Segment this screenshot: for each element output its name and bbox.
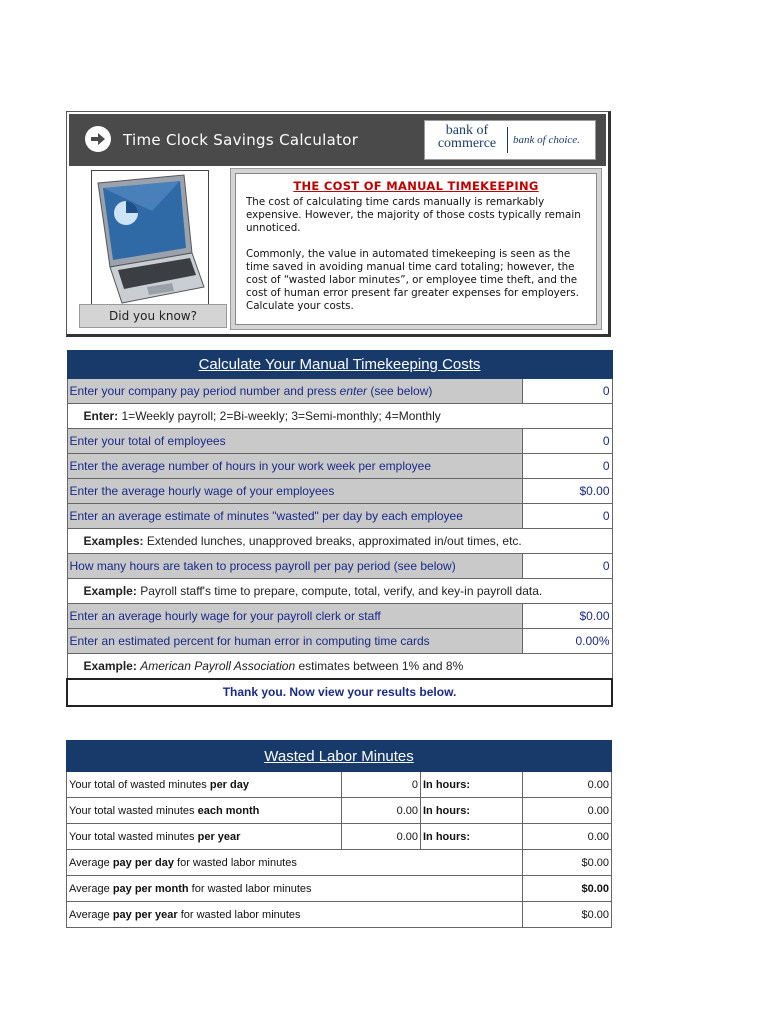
input-row-pay-period [67,379,612,404]
hourly-wage-input[interactable]: $0.00 [522,479,612,504]
input-row-employees [67,429,612,454]
input-row-payroll-hours [67,554,612,579]
app-title: Time Clock Savings Calculator [123,131,359,149]
input-row-hours [67,454,612,479]
did-you-know-label: Did you know? [79,304,227,328]
bank-logo [424,120,596,160]
info-paragraph-2: Commonly, the value in automated timekeeping is seen as the time saved in avoiding manual time card totaling; however, the cost of “wasted labor minutes”, or employee time theft, and the cost of human error present far greater expenses for employers. Calculate your costs. [246,248,579,312]
thanks-message: Thank you. Now view your results below. [67,679,612,706]
question-label: Enter an average hourly wage for your payroll clerk or staff [67,604,522,629]
wasted-title: Wasted Labor Minutes [67,741,612,772]
input-row-clerk-wage [67,604,612,629]
minutes-per-day-value: 0 [342,772,421,798]
info-panel [230,168,602,330]
calculator-table [66,350,613,707]
result-label: Your total wasted minutes each month [67,798,342,824]
hours-per-month-value: 0.00 [523,798,612,824]
question-label: Enter the average number of hours in your work week per employee [67,454,522,479]
header-bar [69,114,606,166]
note-row: Example: Payroll staff's time to prepare, compute, total, verify, and key-in payroll data. [67,579,612,604]
question-label: Enter your total of employees [67,429,522,454]
calculator-title: Calculate Your Manual Timekeeping Costs [67,351,612,379]
input-row-error-percent [67,629,612,654]
input-row-wage [67,479,612,504]
note-row: Enter: 1=Weekly payroll; 2=Bi-weekly; 3=Semi-monthly; 4=Monthly [67,404,612,429]
wasted-labor-table [66,740,612,928]
minutes-per-month-value: 0.00 [342,798,421,824]
bank-tagline: bank of choice. [513,134,580,146]
wasted-row-year [67,824,612,850]
calculator-header [66,111,611,337]
question-label: Enter your company pay period number and press enter (see below) [67,379,522,404]
hours-per-year-value: 0.00 [523,824,612,850]
logo-divider [507,127,508,153]
info-heading: THE COST OF MANUAL TIMEKEEPING [293,179,539,193]
pay-row-day [67,850,612,876]
pay-period-input[interactable]: 0 [522,379,612,404]
question-label: Enter the average hourly wage of your employees [67,479,522,504]
pay-per-day-value: $0.00 [523,850,612,876]
minutes-per-year-value: 0.00 [342,824,421,850]
clerk-wage-input[interactable]: $0.00 [522,604,612,629]
in-hours-label: In hours: [421,824,523,850]
info-paragraph-1: The cost of calculating time cards manually is remarkably expensive. However, the majority of those costs typically remain unnoticed. [246,196,581,234]
payroll-hours-input[interactable]: 0 [522,554,612,579]
laptop-image [91,170,209,310]
question-label: Enter an estimated percent for human error in computing time cards [67,629,522,654]
pay-per-month-value: $0.00 [523,876,612,902]
question-label: Enter an average estimate of minutes "wasted" per day by each employee [67,504,522,529]
note-row: Example: American Payroll Association estimates between 1% and 8% [67,654,612,679]
result-label: Your total of wasted minutes per day [67,772,342,798]
question-label: How many hours are taken to process payroll per pay period (see below) [67,554,522,579]
in-hours-label: In hours: [421,798,523,824]
bank-name-line2: commerce [437,136,497,151]
pay-per-year-value: $0.00 [523,902,612,928]
pay-row-year [67,902,612,928]
wasted-row-day [67,772,612,798]
result-label: Average pay per month for wasted labor minutes [67,876,523,902]
error-percent-input[interactable]: 0.00% [522,629,612,654]
thanks-row [67,679,612,706]
wasted-row-month [67,798,612,824]
in-hours-label: In hours: [421,772,523,798]
employees-input[interactable]: 0 [522,429,612,454]
hours-input[interactable]: 0 [522,454,612,479]
hours-per-day-value: 0.00 [523,772,612,798]
input-row-wasted-minutes [67,504,612,529]
result-label: Your total wasted minutes per year [67,824,342,850]
pay-row-month [67,876,612,902]
result-label: Average pay per year for wasted labor minutes [67,902,523,928]
wasted-minutes-input[interactable]: 0 [522,504,612,529]
bank-name-line1: bank of [445,123,489,138]
note-row: Examples: Extended lunches, unapproved breaks, approximated in/out times, etc. [67,529,612,554]
arrow-logo-icon [85,126,111,152]
result-label: Average pay per day for wasted labor minutes [67,850,523,876]
